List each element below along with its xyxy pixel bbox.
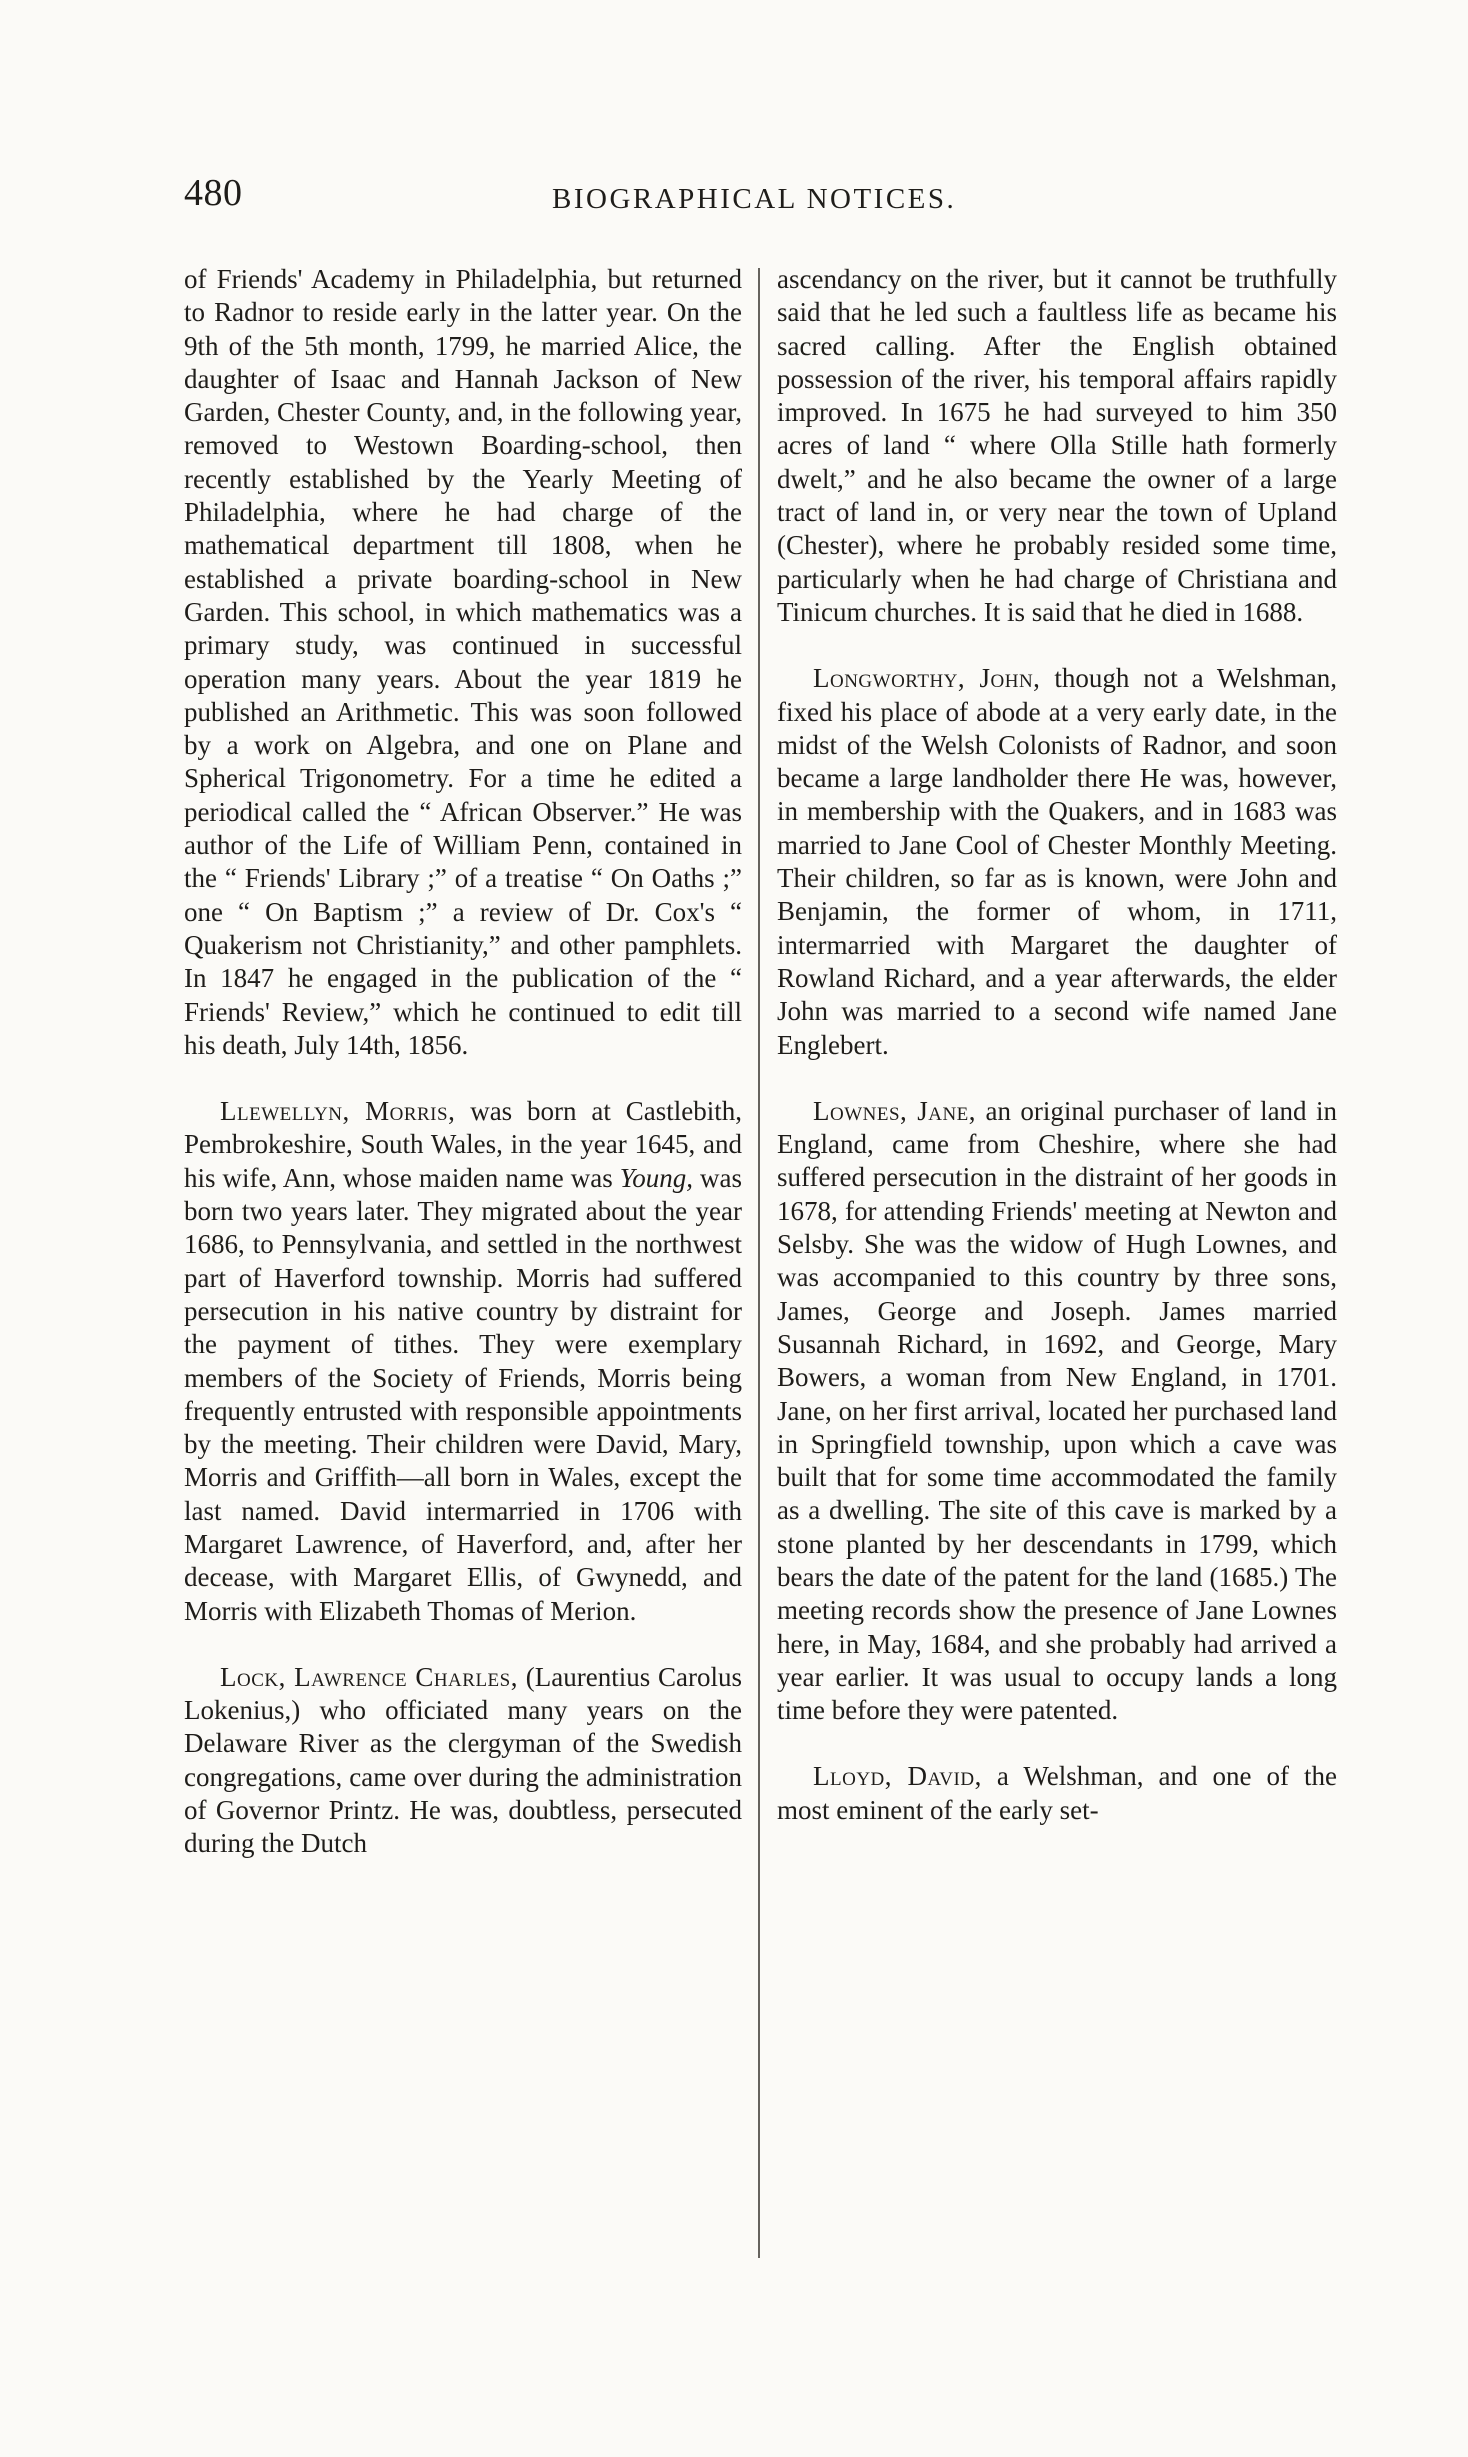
entry-heading: Llewellyn, Morris, (220, 1096, 456, 1127)
entry-text: an original purchaser of land in England, came from Cheshire, where she had suffered persecution in the distraint of her goods in 1678, for attending Friends' meeting at Newton and Selsby. She was the widow of Hugh Lownes, and was accompanied to this country by three sons, James, George and Joseph. James married Susannah Richard, in 1692, and George, Mary Bowers, a woman from New England, in 1701. Jane, on her first arrival, located her purchased land in Springfield township, upon which a cave was built that for some time accommodated the family as a dwelling. The site of this cave is marked by a stone planted by her descendants in 1799, which bears the date of the patent for the land (1685.) The meeting records show the presence of Jane Lownes here, in May, 1684, and she probably had arrived a year earlier. It was usual to occupy lands a long time before they were patented. (777, 1095, 1337, 1726)
entry-lownes-jane (777, 1095, 1337, 1728)
entry-longworthy-john (777, 662, 1337, 1062)
continuation-paragraph: ascendancy on the river, but it cannot be truthfully said that he led such a faultless life as became his sacred calling. After the English obtained possession of the river, his temporal affairs rapidly improved. In 1675 he had surveyed to him 350 acres of land “ where Olla Stille hath formerly dwelt,” and he also became the owner of a large tract of land in, or very near the town of Upland (Chester), where he probably resided some time, particularly when he had charge of Christiana and Tinicum churches. It is said that he died in 1688. (777, 264, 1337, 627)
entry-text: was born two years later. They migrated about the year 1686, to Pennsylvania, and settled in the northwest part of Haverford township. Morris had suffered persecution in his native country by distraint for the payment of tithes. They were exemplary members of the Society of Friends, Morris being frequently entrusted with responsible appointments by the meeting. Their children were David, Mary, Morris and Griffith—all born in Wales, except the last named. David intermarried in 1706 with Margaret Lawrence, of Haverford, and, after her decease, with Margaret Ellis, of Gwynedd, and Morris with Elizabeth Thomas of Merion. (184, 1162, 742, 1626)
entry-heading: Longworthy, John, (813, 663, 1041, 694)
column-divider (758, 268, 760, 2258)
entry-italic-name: Young, (619, 1162, 694, 1193)
entry-text: a Welshman, and one of the most eminent of the early set- (777, 1761, 1337, 1825)
entry-heading: Lloyd, David, (813, 1761, 982, 1792)
continuation-paragraph: of Friends' Academy in Philadelphia, but returned to Radnor to reside early in the latter year. On the 9th of the 5th month, 1799, he married Alice, the daughter of Isaac and Hannah Jackson of New Garden, Chester County, and, in the following year, removed to Westown Boarding-school, then recently established by the Yearly Meeting of Philadelphia, where he had charge of the mathematical department till 1808, when he established a private boarding-school in New Garden. This school, in which mathematics was a primary study, was continued in successful operation many years. About the year 1819 he published an Arithmetic. This was soon followed by a work on Algebra, and one on Plane and Spherical Trigonometry. For a time he edited a periodical called the “ African Observer.” He was author of the Life of William Penn, contained in the “ Friends' Library ;” of a treatise “ On Oaths ;” one “ On Baptism ;” a review of Dr. Cox's “ Quakerism not Christianity,” and other pamphlets. In 1847 he engaged in the publication of the “ Friends' Review,” which he continued to edit till his death, July 14th, 1856. (184, 264, 742, 1060)
entry-heading: Lock, Lawrence Charles, (220, 1661, 518, 1692)
entry-lloyd-david (777, 1760, 1337, 1827)
running-head: BIOGRAPHICAL NOTICES. (552, 183, 957, 215)
entry-heading: Lownes, Jane, (813, 1095, 977, 1126)
entry-text: was born at Castlebith, Pembrokeshire, South Wales, in the year 1645, and his wife, Ann, whose maiden name was (184, 1096, 742, 1193)
entry-llewellyn-morris (184, 1095, 742, 1628)
entry-lock-lawrence-charles (184, 1661, 742, 1861)
entry-text: (Laurentius Carolus Lokenius,) who officiated many years on the Delaware River as the clergyman of the Swedish congregations, came over during the administration of Governor Printz. He was, doubtless, persecuted during the Dutch (184, 1661, 742, 1859)
entry-text: though not a Welshman, fixed his place of abode at a very early date, in the midst of the Welsh Colonists of Radnor, and soon became a large landholder there He was, however, in membership with the Quakers, and in 1683 was married to Jane Cool of Chester Monthly Meeting. Their children, so far as is known, were John and Benjamin, the former of whom, in 1711, intermarried with Margaret the daughter of Rowland Richard, and a year afterwards, the elder John was married to a second wife named Jane Englebert. (777, 663, 1337, 1060)
page-number: 480 (184, 172, 243, 214)
right-column (777, 263, 1337, 1827)
left-column (184, 263, 742, 1861)
